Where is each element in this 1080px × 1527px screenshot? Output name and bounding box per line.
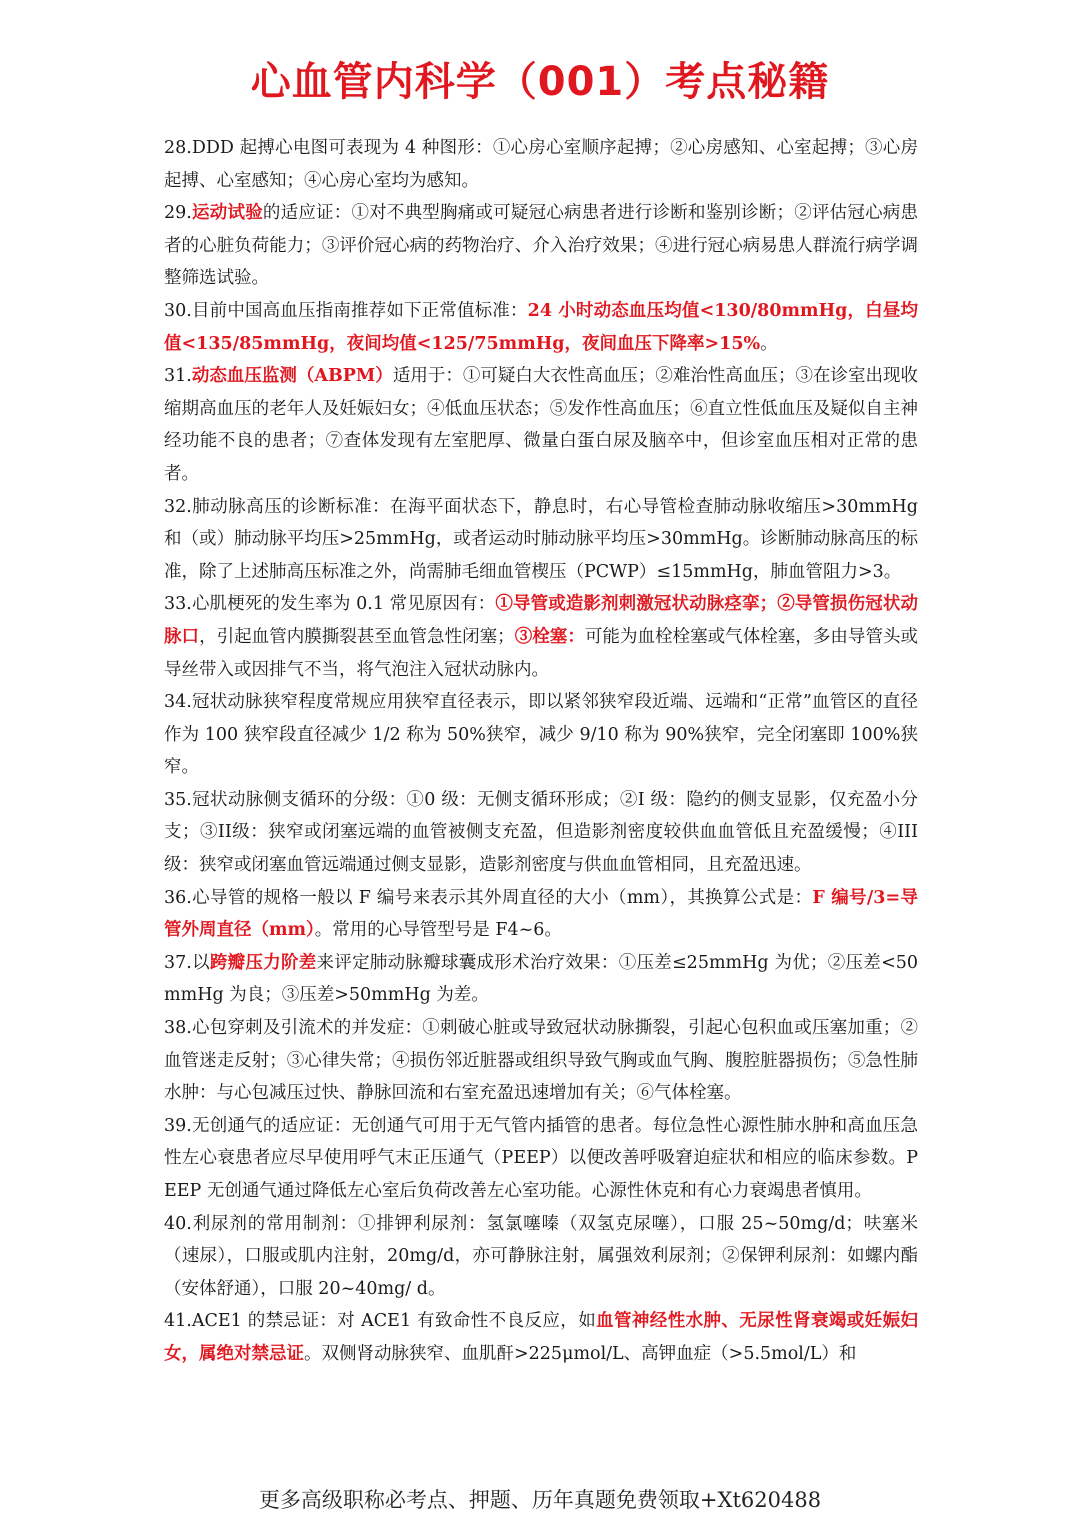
text-segment: 。双侧肾动脉狭窄、血肌酐>225μmol/L、高钾血症（>5.5mol/L）和 (304, 1343, 857, 1364)
text-segment: 37.以 (164, 952, 210, 973)
highlighted-text: ③栓塞： (514, 626, 585, 647)
text-segment: 的适应证：①对不典型胸痛或可疑冠心病患者进行诊断和鉴别诊断；②评估冠心病患者的心脏负荷能力；③评价冠心病的药物治疗、介入治疗效果；④进行冠心病易患人群流行病学调整筛选试验。 (164, 203, 919, 289)
paragraph (164, 1012, 918, 1110)
text-segment: 39.无创通气的适应证：无创通气可用于无气管内插管的患者。每位急性心源性肺水肿和高血压急性左心衰患者应尽早使用呼气末正压通气（PEEP）以便改善呼吸窘迫症状和相应的临床参数。PEEP 无创通气通过降低左心室后负荷改善左心室功能。心源性休克和有心力衰竭患者慎用。 (164, 1115, 918, 1201)
page-title: 心血管内科学（001）考点秘籍 (250, 59, 830, 105)
footer-promo: 更多高级职称必考点、押题、历年真题免费领取+Xt620488 (258, 1488, 822, 1512)
text-segment: 33.心肌梗死的发生率为 0.1 常见原因有： (164, 594, 496, 615)
paragraph (164, 947, 918, 1012)
text-segment: 41.ACE1 的禁忌证：对 ACE1 有致命性不良反应，如 (164, 1311, 597, 1332)
highlighted-text: 24 小时动态血压均值<130/80mmHg，白昼均值<135/85mmHg，夜间均值<125/75mmHg，夜间血压下降率>15% (164, 300, 918, 354)
paragraph (164, 588, 918, 686)
highlighted-text: ①导管或造影剂刺激冠状动脉痉挛；②导管损伤冠状动脉口 (164, 594, 918, 647)
highlighted-text: F 编号/3=导管外周直径（mm） (164, 887, 918, 941)
paragraph (164, 295, 918, 360)
paragraph (164, 882, 918, 947)
document-body (164, 132, 918, 1371)
highlighted-text: 跨瓣压力阶差 (209, 952, 317, 973)
text-segment: 31. (164, 366, 192, 387)
text-segment: 36.心导管的规格一般以 F 编号来表示其外周直径的大小（mm），其换算公式是： (164, 887, 813, 908)
paragraph (164, 197, 918, 295)
paragraph (164, 132, 918, 197)
text-segment: 来评定肺动脉瓣球囊成形术治疗效果：①压差≤25mmHg 为优；②压差<50mmHg 为良；③压差>50mmHg 为差。 (164, 952, 919, 1006)
text-segment: 34.冠状动脉狭窄程度常规应用狭窄直径表示，即以紧邻狭窄段近端、远端和“正常”血管区的直径作为 100 狭窄段直径减少 1/2 称为 50%狭窄，减少 9/10 称为 90%狭窄，完全闭塞即 100%狭窄。 (164, 692, 918, 778)
highlighted-text: 动态血压监测（ABPM） (191, 366, 393, 387)
text-segment: 。 (760, 333, 778, 354)
paragraph (164, 1110, 918, 1208)
text-segment: 28.DDD 起搏心电图可表现为 4 种图形：①心房心室顺序起搏；②心房感知、心室起搏；③心房起搏、心室感知；④心房心室均为感知。 (164, 138, 918, 191)
text-segment: 适用于：①可疑白大衣性高血压；②难治性高血压；③在诊室出现收缩期高血压的老年人及妊娠妇女；④低血压状态；⑤发作性高血压；⑥直立性低血压及疑似自主神经功能不良的患者；⑦查体发现有左室肥厚、微量白蛋白尿及脑卒中，但诊室血压相对正常的患者。 (164, 366, 918, 484)
text-segment: 38.心包穿刺及引流术的并发症：①刺破心脏或导致冠状动脉撕裂，引起心包积血或压塞加重；②血管迷走反射；③心律失常；④损伤邻近脏器或组织导致气胸或血气胸、腹腔脏器损伤；⑤急性肺水肿：与心包减压过快、静脉回流和右室充盈迅速增加有关；⑥气体栓塞。 (164, 1018, 918, 1104)
paragraph (164, 360, 918, 490)
highlighted-text: 运动试验 (191, 203, 263, 224)
text-segment: 32.肺动脉高压的诊断标准：在海平面状态下，静息时，右心导管检查肺动脉收缩压>30mmHg 和（或）肺动脉平均压>25mmHg，或者运动时肺动脉平均压>30mmHg。诊断肺动脉高压的标准，除了上述肺高压标准之外，尚需肺毛细血管楔压（PCWP）≤15mmHg，肺血管阻力>3。 (164, 496, 918, 582)
text-segment: 40.利尿剂的常用制剂：①排钾利尿剂：氢氯噻嗪（双氢克尿噻），口服 25~50mg/d；呋塞米（速尿），口服或肌内注射，20mg/d，亦可静脉注射，属强效利尿剂；②保钾利尿剂：如螺内酯（安体舒通），口服 20~40mg/ d。 (164, 1213, 918, 1299)
paragraph (164, 686, 918, 784)
highlighted-text: 血管神经性水肿、无尿性肾衰竭或妊娠妇女，属绝对禁忌证 (164, 1311, 918, 1364)
paragraph (164, 1305, 918, 1370)
text-segment: ，引起血管内膜撕裂甚至血管急性闭塞； (199, 626, 515, 647)
paragraph (164, 1208, 918, 1306)
text-segment: 35.冠状动脉侧支循环的分级：①0 级：无侧支循环形成；②I 级：隐约的侧支显影，仅充盈小分支；③II级：狭窄或闭塞远端的血管被侧支充盈，但造影剂密度较供血血管低且充盈缓慢；④III级：狭窄或闭塞血管远端通过侧支显影，造影剂密度与供血血管相同，且充盈迅速。 (164, 789, 918, 876)
paragraph (164, 491, 918, 589)
text-segment: 29. (164, 203, 192, 224)
text-segment: 可能为血栓栓塞或气体栓塞，多由导管头或导丝带入或因排气不当，将气泡注入冠状动脉内。 (164, 626, 919, 680)
text-segment: 30.目前中国高血压指南推荐如下正常值标准： (164, 300, 528, 321)
text-segment: 。常用的心导管型号是 F4~6。 (314, 920, 562, 941)
paragraph (164, 784, 918, 882)
